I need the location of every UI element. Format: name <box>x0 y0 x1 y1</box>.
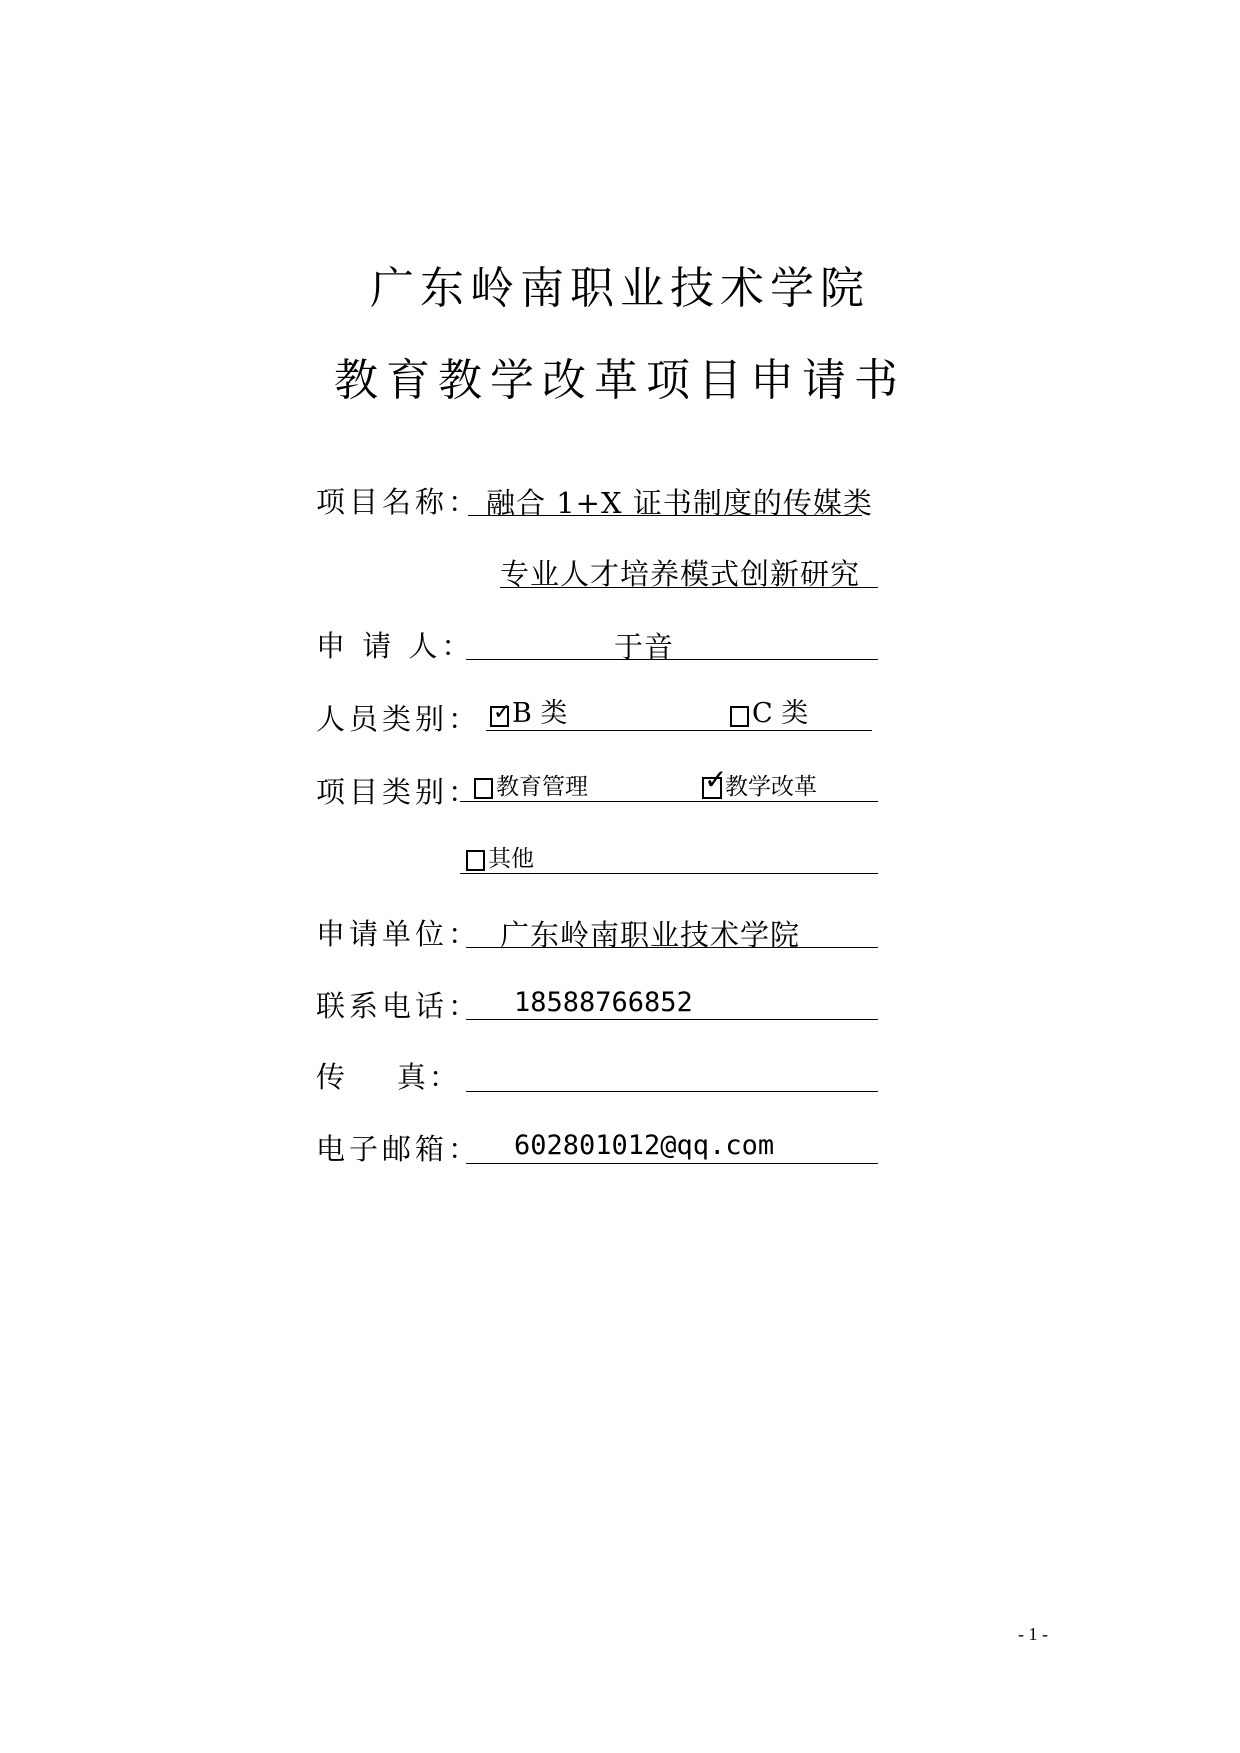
project-name-value-line1[interactable]: 融合 1+X 证书制度的传媒类 <box>486 486 873 520</box>
staff-category-option-b[interactable] <box>490 700 567 727</box>
check-icon[interactable]: ✓ <box>702 777 722 799</box>
staff-category-option-b-label: B 类 <box>512 698 568 729</box>
empty-box-icon[interactable] <box>730 706 749 727</box>
project-category-option-management-label: 教育管理 <box>496 774 588 800</box>
email-value[interactable]: 602801012@qq.com <box>514 1130 775 1161</box>
unit-value[interactable]: 广东岭南职业技术学院 <box>500 918 801 952</box>
project-name-underline-2 <box>500 587 878 588</box>
project-category-option-other-label: 其他 <box>488 846 534 872</box>
project-name-underline-1 <box>468 515 862 516</box>
staff-category-option-c[interactable] <box>730 700 808 727</box>
phone-underline <box>466 1019 878 1020</box>
project-category-option-reform-label: 教学改革 <box>725 774 817 800</box>
project-category-option-management[interactable] <box>474 776 588 799</box>
email-underline <box>466 1163 878 1164</box>
unit-label: 申请单位： <box>316 917 482 951</box>
email-label: 电子邮箱： <box>316 1132 482 1166</box>
fax-underline <box>466 1091 878 1092</box>
check-icon[interactable]: ✓ <box>490 706 509 727</box>
applicant-label: 申 请 人： <box>316 629 475 663</box>
phone-label: 联系电话： <box>316 989 482 1023</box>
project-category-underline-2 <box>460 873 878 874</box>
empty-box-icon[interactable] <box>466 850 485 871</box>
page-number: - 1 - <box>1018 1624 1048 1644</box>
project-name-value-line2[interactable]: 专业人才培养模式创新研究 <box>500 557 861 591</box>
document-title-form: 教育教学改革项目申请书 <box>334 355 906 406</box>
document-title-institution: 广东岭南职业技术学院 <box>370 263 870 314</box>
project-category-underline-1 <box>460 801 878 802</box>
fax-label: 传 真： <box>316 1060 461 1094</box>
applicant-underline <box>466 659 878 660</box>
project-category-option-other[interactable] <box>466 848 534 871</box>
applicant-value[interactable]: 于音 <box>614 630 675 664</box>
unit-underline <box>466 947 878 948</box>
empty-box-icon[interactable] <box>474 778 493 799</box>
project-name-label: 项目名称： <box>316 485 482 519</box>
staff-category-underline <box>486 730 872 731</box>
project-category-option-reform[interactable] <box>702 763 817 800</box>
staff-category-label: 人员类别： <box>316 702 482 736</box>
staff-category-option-c-label: C 类 <box>752 698 809 729</box>
phone-value[interactable]: 18588766852 <box>514 987 693 1018</box>
project-category-label: 项目类别： <box>316 775 482 809</box>
